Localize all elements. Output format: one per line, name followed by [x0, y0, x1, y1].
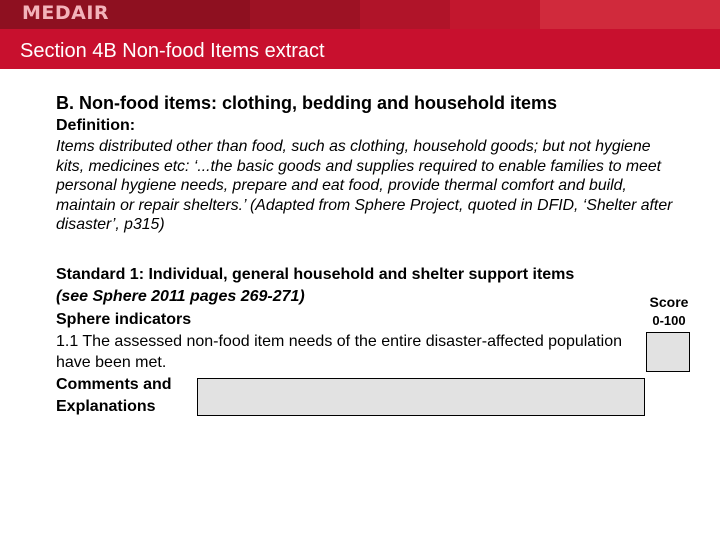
score-range: 0-100	[652, 313, 686, 328]
standard-reference: (see Sphere 2011 pages 269-271)	[56, 288, 305, 305]
definition-text: Items distributed other than food, such as clothing, household goods; but not hygiene kits, medicines etc: ‘...the basic goods and supplies required to enable families to meet personal hygiene needs, prepare and eat food, provide thermal comfort and build, maintain or repair shelters.’ (Adapted from Sphere Project, quoted in DFID, ‘Shelter after disaster’, p315)	[56, 138, 673, 234]
banner-stripe	[250, 0, 360, 29]
comments-label: Comments and Explanations	[56, 376, 172, 415]
header-banner	[0, 0, 720, 69]
medair-logo: MEDAIR	[22, 2, 110, 24]
score-input[interactable]	[646, 332, 690, 372]
indicator-text: 1.1 The assessed non-food item needs of the entire disaster-affected population have been met.	[56, 333, 622, 371]
banner-stripe	[450, 0, 540, 29]
banner-stripe	[360, 0, 450, 29]
section-heading: B. Non-food items: clothing, bedding and household items	[56, 93, 557, 113]
score-label: Score	[649, 294, 689, 310]
comments-input[interactable]	[197, 378, 645, 416]
section-title: Section 4B Non-food Items extract	[20, 40, 325, 62]
indicators-label: Sphere indicators	[56, 311, 192, 328]
standard-title: Standard 1: Individual, general household and shelter support items	[56, 266, 575, 283]
banner-stripe	[540, 0, 720, 29]
definition-label: Definition:	[56, 117, 136, 134]
